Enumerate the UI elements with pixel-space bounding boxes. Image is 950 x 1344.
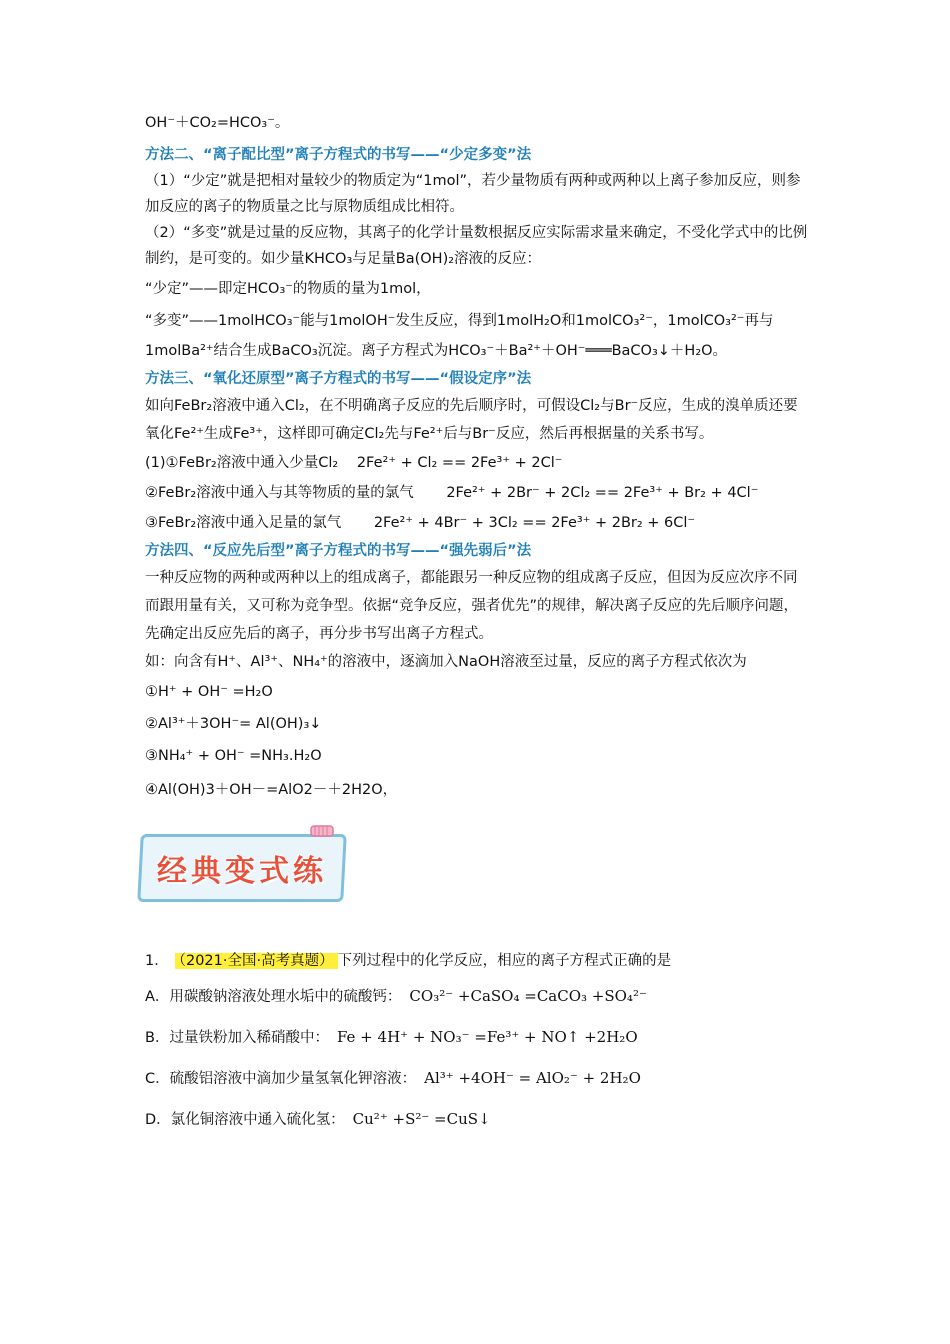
method4-heading: 方法四、“反应先后型”离子方程式的书写——“强先弱后”法 — [145, 543, 532, 559]
option-b-label: B．过量铁粉加入稀硝酸中： — [145, 1030, 329, 1046]
case-2-text: ②FeBr₂溶液中通入与其等物质的量的氯气 — [145, 485, 414, 501]
option-d-label: D．氯化铜溶液中通入硫化氢： — [145, 1112, 345, 1128]
question-stem-line — [145, 946, 810, 976]
option-b[interactable] — [145, 1017, 810, 1058]
method4-equation-3: ③NH₄⁺ + OH⁻ =NH₃.H₂O — [145, 748, 322, 764]
option-a[interactable] — [145, 976, 810, 1017]
method3-heading: 方法三、“氧化还原型”离子方程式的书写——“假设定序”法 — [145, 371, 532, 387]
option-d[interactable] — [145, 1099, 810, 1140]
method2-heading: 方法二、“离子配比型”离子方程式的书写——“少定多变”法 — [145, 147, 532, 163]
method4-paragraph-1: 一种反应物的两种或两种以上的组成离子，都能跟另一种反应物的组成离子反应，但因为反应次序不同而跟用量有关，又可称为竞争型。依据“竞争反应，强者优先”的规律，解决离子反应的先后顺序问题，先确定出反应先后的离子，再分步书写出离子方程式。 — [145, 570, 799, 642]
option-a-label: A．用碳酸钠溶液处理水垢中的硫酸钙： — [145, 989, 402, 1005]
option-d-equation: Cu²⁺ +S²⁻ =CuS↓ — [352, 1110, 491, 1128]
method4-equation-1: ①H⁺ + OH⁻ =H₂O — [145, 684, 273, 700]
method2-paragraph-4: “多变”——1molHCO₃⁻能与1molOH⁻发生反应，得到1molH₂O和1molCO₃²⁻，1molCO₃²⁻再与1molBa²⁺结合生成BaCO₃沉淀。离子方程式为HCO₃⁻＋Ba²⁺＋OH⁻═══BaCO₃↓＋H₂O。 — [145, 313, 774, 359]
method3-case-2 — [145, 478, 810, 508]
method4-equation-4: ④Al(OH)3＋OH－=AlO2－＋2H2O， — [145, 782, 398, 798]
method2-paragraph-3: “少定”——即定HCO₃⁻的物质的量为1mol， — [145, 281, 431, 297]
method4-equation-2: ②Al³⁺＋3OH⁻= Al(OH)₃↓ — [145, 716, 322, 732]
case-1-text: (1)①FeBr₂溶液中通入少量Cl₂ — [145, 455, 339, 471]
question-number: 1． — [145, 953, 169, 969]
option-c[interactable] — [145, 1058, 810, 1099]
case-1-equation: 2Fe²⁺ + Cl₂ == 2Fe³⁺ + 2Cl⁻ — [356, 455, 563, 471]
paper-clip-icon — [307, 820, 337, 842]
method3-case-3 — [145, 508, 810, 538]
case-3-text: ③FeBr₂溶液中通入足量的氯气 — [145, 515, 342, 531]
question-stem: 下列过程中的化学反应，相应的离子方程式正确的是 — [337, 953, 672, 969]
banner-title: 经典变式练 — [157, 854, 327, 889]
option-c-equation: Al³⁺ +4OH⁻ = AlO₂⁻ + 2H₂O — [424, 1069, 641, 1087]
method3-case-1 — [145, 448, 810, 478]
practice-banner — [139, 826, 349, 906]
case-3-equation: 2Fe²⁺ + 4Br⁻ + 3Cl₂ == 2Fe³⁺ + 2Br₂ + 6Cl⁻ — [373, 515, 696, 531]
method2-paragraph-1: （1）“少定”就是把相对量较少的物质定为“1mol”，若少量物质有两种或两种以上离子参加反应，则参加反应的离子的物质量之比与原物质组成比相符。 — [145, 173, 801, 215]
method4-paragraph-2: 如：向含有H⁺、Al³⁺、NH₄⁺的溶液中，逐滴加入NaOH溶液至过量，反应的离子方程式依次为 — [145, 654, 747, 670]
question-source-tag: （2021·全国·高考真题） — [175, 953, 338, 969]
option-a-equation: CO₃²⁻ +CaSO₄ =CaCO₃ +SO₄²⁻ — [409, 987, 647, 1005]
document-page — [145, 110, 810, 1140]
method2-paragraph-2: （2）“多变”就是过量的反应物，其离子的化学计量数根据反应实际需求量来确定，不受化学式中的比例制约，是可变的。如少量KHCO₃与足量Ba(OH)₂溶液的反应： — [145, 225, 808, 267]
case-2-equation: 2Fe²⁺ + 2Br⁻ + 2Cl₂ == 2Fe³⁺ + Br₂ + 4Cl⁻ — [446, 485, 759, 501]
top-equation-line: OH⁻＋CO₂=HCO₃⁻。 — [145, 115, 290, 131]
option-b-equation: Fe + 4H⁺ + NO₃⁻ =Fe³⁺ + NO↑ +2H₂O — [336, 1028, 638, 1046]
option-c-label: C．硫酸铝溶液中滴加少量氢氧化钾溶液： — [145, 1071, 417, 1087]
method3-paragraph-1: 如向FeBr₂溶液中通入Cl₂，在不明确离子反应的先后顺序时，可假设Cl₂与Br⁻反应，生成的溴单质还要氧化Fe²⁺生成Fe³⁺，这样即可确定Cl₂先与Fe²⁺后与Br⁻反应，然后再根据量的关系书写。 — [145, 398, 798, 442]
